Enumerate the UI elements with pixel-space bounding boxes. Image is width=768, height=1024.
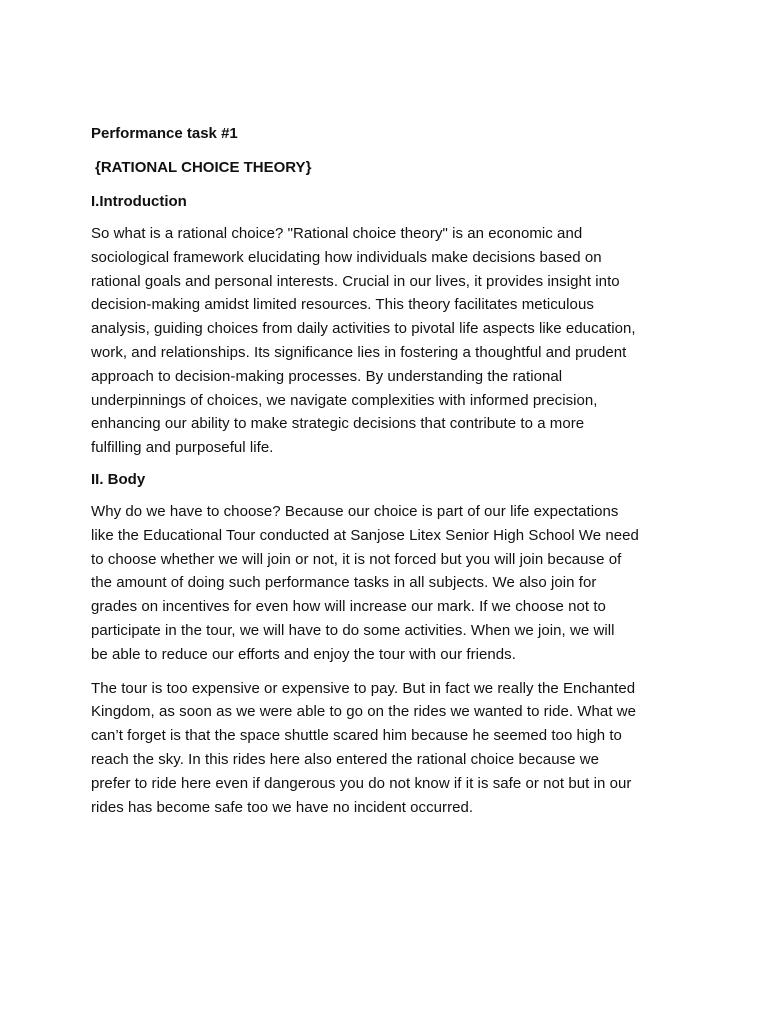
body-paragraph-1: Why do we have to choose? Because our choice is part of our life expectations like the Educational Tour conducted at Sanjose Litex Senior High School We need to choose whether we will join or not, it is not forced but you will join because of the amount of doing such performance tasks in all subjects. We also join for grades on incentives for even how will increase our mark. If we choose not to participate in the tour, we will have to do some activities. When we join, we will be able to reduce our efforts and enjoy the tour with our friends. (91, 502, 639, 663)
introduction-heading: I.Introduction (91, 193, 187, 210)
document-page (91, 124, 691, 829)
body-heading: II. Body (91, 470, 146, 488)
theory-title: {RATIONAL CHOICE THEORY} (95, 159, 312, 176)
body-paragraph-2: The tour is too expensive or expensive to pay. But in fact we really the Enchanted Kingdom, as soon as we were able to go on the rides we wanted to ride. What we can’t forget is that the space shuttle scared him because he seemed too high to reach the sky. In this rides here also entered the rational choice because we prefer to ride here even if dangerous you do not know if it is safe or not but in our rides has become safe too we have no incident occurred. (91, 679, 637, 816)
introduction-paragraph: So what is a rational choice? "Rational choice theory" is an economic and sociological framework elucidating how individuals make decisions based on rational goals and personal interests. Crucial in our lives, it provides insight into decision-making amidst limited resources. This theory facilitates meticulous analysis, guiding choices from daily activities to pivotal life aspects like education, work, and relationships. Its significance lies in fostering a thoughtful and prudent approach to decision-making processes. By understanding the rational underpinnings of choices, we navigate complexities with informed precision, enhancing our ability to make strategic decisions that contribute to a more fulfilling and purposeful life. (91, 225, 636, 457)
task-title: Performance task #1 (91, 125, 238, 142)
